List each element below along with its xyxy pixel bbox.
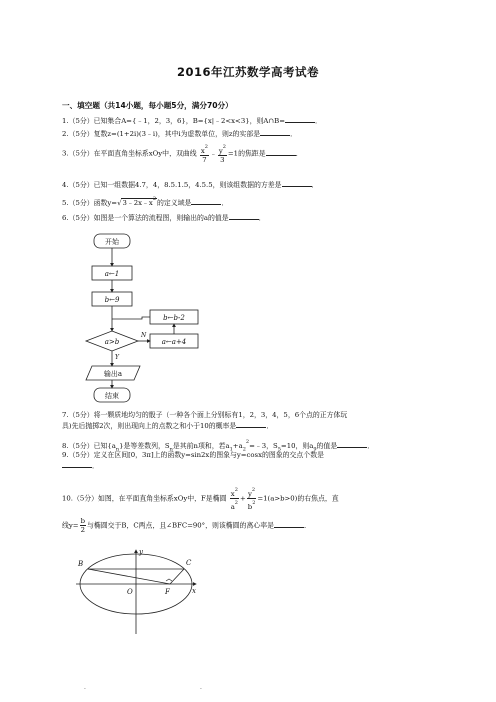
question-4: 4.（5分）已知一组数据4.7，4，8.5.1.5，4.5.5，则该组数据的方差是 ．: [62, 181, 319, 189]
right-angle-mark: [166, 579, 172, 581]
question-8: 8.（5分）已知$\{a_n\}$是等差数列，$S_n$是其前n项和，若$a_1+a_2^2=﹣3$，$S_5=10$，则$a_9$的值是 ．: [62, 439, 375, 453]
start-label: 开始: [105, 238, 119, 246]
page-title: 2016年江苏数学高考试卷: [176, 65, 319, 79]
question-10-cont: 线y= $\frac{b}{2}$ 与椭圆交于B，C两点，且∠BFC=90°，则该椭圆的离心率是 ．: [62, 517, 311, 534]
no-label: N: [141, 332, 147, 339]
step2-label: b←9: [104, 296, 120, 304]
end-label: 结束: [105, 392, 119, 400]
segment-bf: [88, 569, 170, 584]
yes-label: Y: [115, 354, 119, 361]
segment-cf: [170, 569, 184, 584]
question-1: 1.（5分）已知集合A={﹣1，2，3，6}，B={x|﹣2<x<3}，则A∩B= ．: [62, 117, 322, 125]
section-heading: 一、填空题（共14小题，每小题5分，满分70分）: [62, 101, 233, 110]
question-6: 6.（5分）如图是一个算法的流程图，则输出的a的值是 ．: [62, 214, 266, 222]
question-9: 9.（5分）定义在区间[0，3π]上的函数y=sin2x的图象与y=cosx的图象的交点个数是 ．: [62, 451, 324, 470]
update-a-label: a←a+4: [161, 338, 187, 346]
label-x: x: [192, 587, 196, 595]
question-2: 2.（5分）复数z=(1+2i)(3﹣i)，其中i为虚数单位，则z的实部是 ．: [62, 130, 297, 138]
step1-label: a←1: [104, 270, 120, 278]
question-5: 5.（5分）函数$y=√3﹣2x﹣x^2$的定义域是 ．: [62, 196, 229, 207]
update-b-label: b←b-2: [163, 314, 185, 322]
ellipse-figure: [72, 546, 202, 636]
output-label: 输出a: [103, 370, 123, 378]
flowchart: [68, 228, 218, 412]
footer-right: ·: [200, 686, 202, 693]
label-y: y: [139, 548, 143, 556]
label-C: C: [186, 559, 192, 567]
label-O: O: [127, 588, 133, 596]
label-F: F: [165, 588, 170, 596]
label-B: B: [78, 560, 84, 568]
question-7: 7.（5分）将一颗质地均匀的骰子（一种各个面上分别标有1，2，3，4，5，6个点的正方体玩 具)先后抛掷2次，则出现向上的点数之和小于10的概率是 ．: [62, 411, 348, 430]
question-3: 3.（5分）在平面直角坐标系xOy中，双曲线 $\frac{x^2}{7}$ ﹣ $\frac{y^2}{3}$ =1的焦距是 ．: [62, 144, 303, 164]
footer-left: ·: [84, 686, 86, 693]
condition-label: a>b: [104, 338, 120, 346]
question-10: 10.（5分）如图，在平面直角坐标系xOy中，F是椭圆 $\frac{x^2}{a^2}$ + $\frac{y^2}{b^2}$ =1(a>b>0)的右焦点，直: [62, 487, 339, 511]
